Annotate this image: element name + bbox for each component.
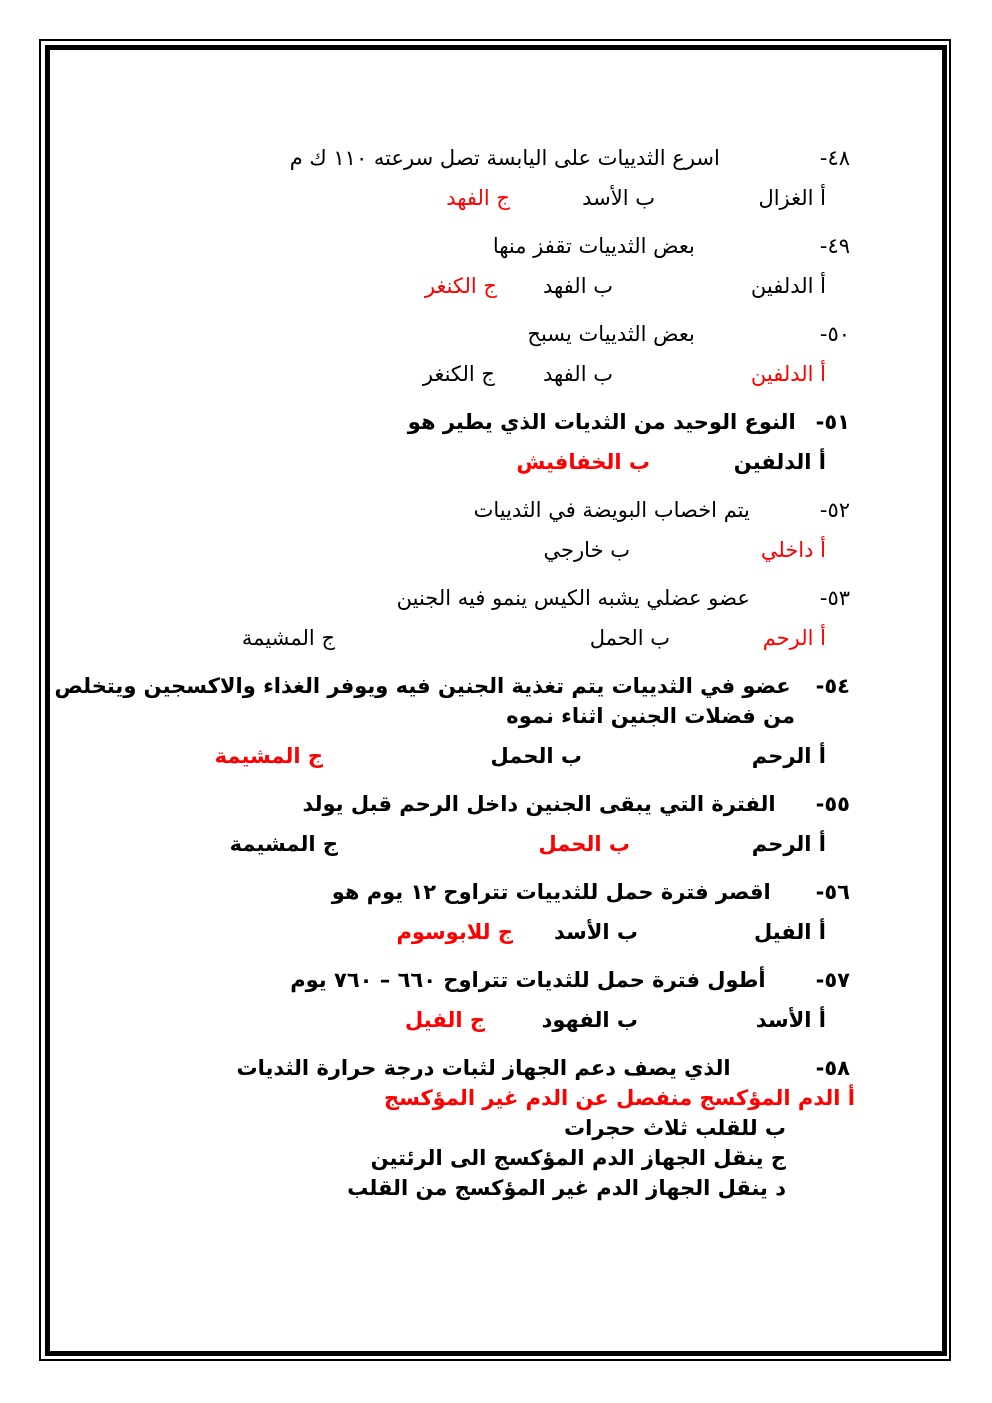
question-58 xyxy=(55,1053,932,1203)
answer-row xyxy=(55,535,932,565)
question-number: ٤٨- xyxy=(819,146,850,170)
answer-row xyxy=(55,447,932,477)
option-d: د ينقل الجهاز الدم غير المؤكسج من القلب xyxy=(347,1176,786,1200)
option-a: أ الدلفين xyxy=(733,450,826,474)
option-b: ب للقلب ثلاث حجرات xyxy=(564,1116,786,1140)
option-c-correct: ج الفيل xyxy=(405,1008,485,1032)
option-b: ب الأسد xyxy=(553,920,638,944)
option-a: أ الرحم xyxy=(751,744,826,768)
option-b: ب الحمل xyxy=(490,744,582,768)
answer-row xyxy=(55,359,932,389)
option-b: ب خارجي xyxy=(543,538,630,562)
question-49 xyxy=(55,231,932,301)
question-text: يتم اخصاب البويضة في الثدييات xyxy=(473,498,750,522)
question-50 xyxy=(55,319,932,389)
option-b: ب الفهود xyxy=(541,1008,638,1032)
question-number: ٤٩- xyxy=(819,234,850,258)
option-a: أ الدلفين xyxy=(750,274,826,298)
question-text: الفترة التي يبقى الجنين داخل الرحم قبل يولد xyxy=(302,792,776,816)
question-text: النوع الوحيد من الثديات الذي يطير هو xyxy=(407,410,796,434)
option-a-correct: أ الدم المؤكسج منفصل عن الدم غير المؤكسج xyxy=(383,1086,855,1110)
answer-row xyxy=(55,741,932,771)
option-b: ب الفهد xyxy=(542,274,613,298)
question-number: ٥٦- xyxy=(815,880,850,904)
question-number: ٥٤- xyxy=(815,674,850,698)
question-54 xyxy=(55,671,932,771)
question-text: بعض الثدييات يسبح xyxy=(527,322,695,346)
option-c: ج ينقل الجهاز الدم المؤكسج الى الرئتين xyxy=(370,1146,786,1170)
option-b-correct: ب الحمل xyxy=(538,832,630,856)
question-number: ٥٣- xyxy=(819,586,850,610)
answer-row xyxy=(55,183,932,213)
question-text: اسرع الثدييات على اليابسة تصل سرعته ١١٠ ك م xyxy=(289,146,720,170)
question-text: الذي يصف دعم الجهاز لثبات درجة حرارة الثديات xyxy=(236,1056,731,1080)
option-c: ج الكنغر xyxy=(422,362,495,386)
answer-list xyxy=(55,1083,932,1203)
option-a-correct: أ الدلفين xyxy=(750,362,826,386)
option-a: أ الأسد xyxy=(755,1008,826,1032)
option-b-correct: ب الخفافيش xyxy=(516,450,650,474)
answer-row xyxy=(55,623,932,653)
option-c-correct: ج الفهد xyxy=(446,186,510,210)
option-a: أ الغزال xyxy=(758,186,826,210)
option-a: أ الرحم xyxy=(751,832,826,856)
question-text: بعض الثدييات تقفز منها xyxy=(492,234,695,258)
question-text: أطول فترة حمل للثديات تتراوح ٦٦٠ – ٧٦٠ يوم xyxy=(290,968,766,992)
question-text-line2: من فضلات الجنين اثناء نموه xyxy=(506,704,795,728)
question-57 xyxy=(55,965,932,1035)
quiz-content xyxy=(55,143,932,1221)
option-c-correct: ج للابوسوم xyxy=(396,920,513,944)
question-number: ٥٢- xyxy=(819,498,850,522)
question-56 xyxy=(55,877,932,947)
option-a: أ الفيل xyxy=(753,920,826,944)
option-b: ب الفهد xyxy=(542,362,613,386)
question-52 xyxy=(55,495,932,565)
question-51 xyxy=(55,407,932,477)
question-number: ٥٥- xyxy=(815,792,850,816)
answer-row xyxy=(55,829,932,859)
question-number: ٥١- xyxy=(815,410,850,434)
option-a-correct: أ الرحم xyxy=(762,626,826,650)
option-a-correct: أ داخلي xyxy=(760,538,826,562)
option-c: ج المشيمة xyxy=(229,832,338,856)
option-c-correct: ج المشيمة xyxy=(214,744,323,768)
option-b: ب الحمل xyxy=(589,626,670,650)
option-c: ج المشيمة xyxy=(241,626,335,650)
answer-row xyxy=(55,1005,932,1035)
option-c-correct: ج الكنغر xyxy=(424,274,497,298)
question-text: اقصر فترة حمل للثدييات تتراوح ١٢ يوم هو xyxy=(331,880,771,904)
question-text: عضو عضلي يشبه الكيس ينمو فيه الجنين xyxy=(396,586,750,610)
question-number: ٥٠- xyxy=(819,322,850,346)
question-number: ٥٨- xyxy=(815,1056,850,1080)
question-text: عضو في الثدييات يتم تغذية الجنين فيه ويوفر الغذاء والاكسجين ويتخلص xyxy=(54,674,791,698)
question-53 xyxy=(55,583,932,653)
question-55 xyxy=(55,789,932,859)
question-48 xyxy=(55,143,932,213)
option-b: ب الأسد xyxy=(582,186,655,210)
answer-row xyxy=(55,271,932,301)
question-number: ٥٧- xyxy=(815,968,850,992)
answer-row xyxy=(55,917,932,947)
